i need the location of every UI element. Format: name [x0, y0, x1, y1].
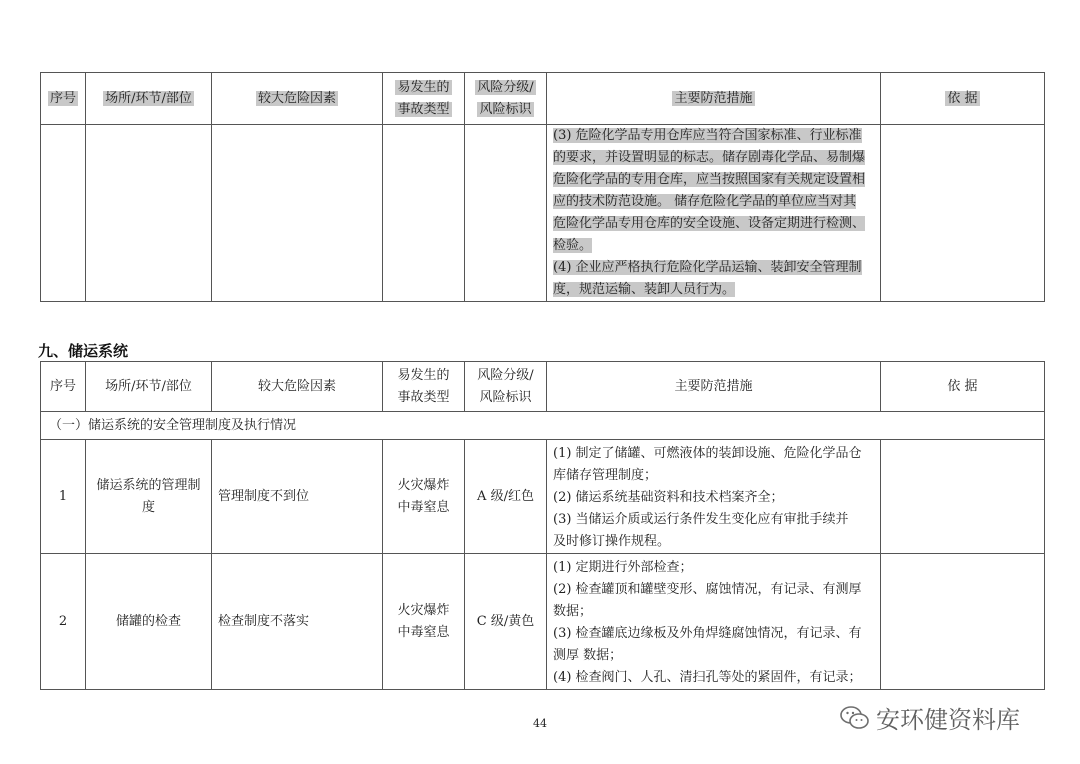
table-header-row [41, 73, 1045, 125]
subsection-row [41, 412, 1045, 440]
storage-table [40, 361, 1045, 690]
header-risk-line2: 风险标识 [479, 389, 532, 405]
measures-cell [547, 125, 881, 302]
header-risk-line1: 风险分级/ [477, 367, 534, 383]
page-number: 44 [533, 717, 547, 730]
measure-line: (2) 储运系统基础资料和技术档案齐全； [553, 490, 784, 505]
measure-line: (4) 企业应严格执行危险化学品运输、装卸安全管理制 [553, 260, 862, 275]
measure-line: (4) 检查阀门、人孔、清扫孔等处的紧固件，有记录； [553, 670, 862, 685]
header-accident-line1: 易发生的 [397, 367, 450, 383]
measure-line: (3) 当储运介质或运行条件发生变化应有审批手续并 [553, 512, 849, 527]
section-title: 九、储运系统 [38, 342, 129, 360]
table-row [41, 554, 1045, 690]
measure-line: 危险化学品的专用仓库，应当按照国家有关规定设置相 [553, 172, 866, 187]
row-basis [881, 440, 1045, 554]
header-hazard: 较大危险因素 [212, 362, 383, 412]
measure-line: 库储存管理制度； [553, 468, 658, 483]
header-seq: 序号 [49, 90, 76, 106]
row-place: 储罐的检查 [86, 554, 212, 690]
measure-line: 危险化学品专用仓库的安全设施、设备定期进行检测、 [553, 216, 866, 231]
header-accident-line2: 事故类型 [397, 389, 450, 405]
row-risk: A 级/红色 [465, 440, 547, 554]
row-hazard: 检查制度不落实 [212, 554, 383, 690]
header-measures: 主要防范措施 [547, 362, 881, 412]
subsection-title: （一）储运系统的安全管理制度及执行情况 [41, 412, 1045, 440]
header-risk-line1: 风险分级/ [477, 79, 534, 95]
table-row [41, 440, 1045, 554]
header-accident-line1: 易发生的 [397, 79, 450, 95]
row-seq: 1 [41, 440, 86, 554]
header-risk-line2: 风险标识 [479, 101, 532, 117]
measure-line: 数据； [553, 604, 593, 619]
measure-line: (1) 定期进行外部检查； [553, 560, 693, 575]
measures-cell [547, 440, 881, 554]
watermark [840, 700, 1020, 735]
row-accident: 火灾爆炸 中毒窒息 [383, 440, 465, 554]
measures-cell [547, 554, 881, 690]
top-table [40, 72, 1045, 302]
measure-line: (2) 检查罐顶和罐壁变形、腐蚀情况，有记录、有测厚 [553, 582, 862, 597]
header-accident-line2: 事故类型 [397, 101, 450, 117]
table-row [41, 125, 1045, 302]
row-seq: 2 [41, 554, 86, 690]
row-basis [881, 554, 1045, 690]
measure-line: 测厚 数据； [553, 648, 623, 663]
table-header-row [41, 362, 1045, 412]
measure-line: (1) 制定了储罐、可燃液体的装卸设施、危险化学品仓 [553, 446, 862, 461]
measure-line: 的要求，并设置明显的标志。储存剧毒化学品、易制爆 [553, 150, 866, 165]
wechat-icon [840, 705, 870, 731]
header-place: 场所/环节/部位 [86, 362, 212, 412]
header-place: 场所/环节/部位 [105, 90, 192, 106]
header-seq: 序号 [41, 362, 86, 412]
header-basis: 依 据 [881, 362, 1045, 412]
row-accident: 火灾爆炸 中毒窒息 [383, 554, 465, 690]
measure-line: 及时修订操作规程。 [553, 534, 671, 549]
measure-line: (3) 检查罐底边缘板及外角焊缝腐蚀情况，有记录、有 [553, 626, 862, 641]
measure-line: 应的技术防范设施。 储存危险化学品的单位应当对其 [553, 194, 857, 209]
watermark-text: 安环健资料库 [876, 706, 1020, 734]
header-basis: 依 据 [947, 90, 978, 106]
row-risk: C 级/黄色 [465, 554, 547, 690]
row-place: 储运系统的管理制 度 [86, 440, 212, 554]
measure-line: (3) 危险化学品专用仓库应当符合国家标准、行业标准 [553, 128, 862, 143]
measure-line: 度，规范运输、装卸人员行为。 [553, 282, 736, 297]
measure-line: 检验。 [553, 238, 593, 253]
row-hazard: 管理制度不到位 [212, 440, 383, 554]
header-measures: 主要防范措施 [674, 90, 753, 106]
header-hazard: 较大危险因素 [257, 90, 336, 106]
